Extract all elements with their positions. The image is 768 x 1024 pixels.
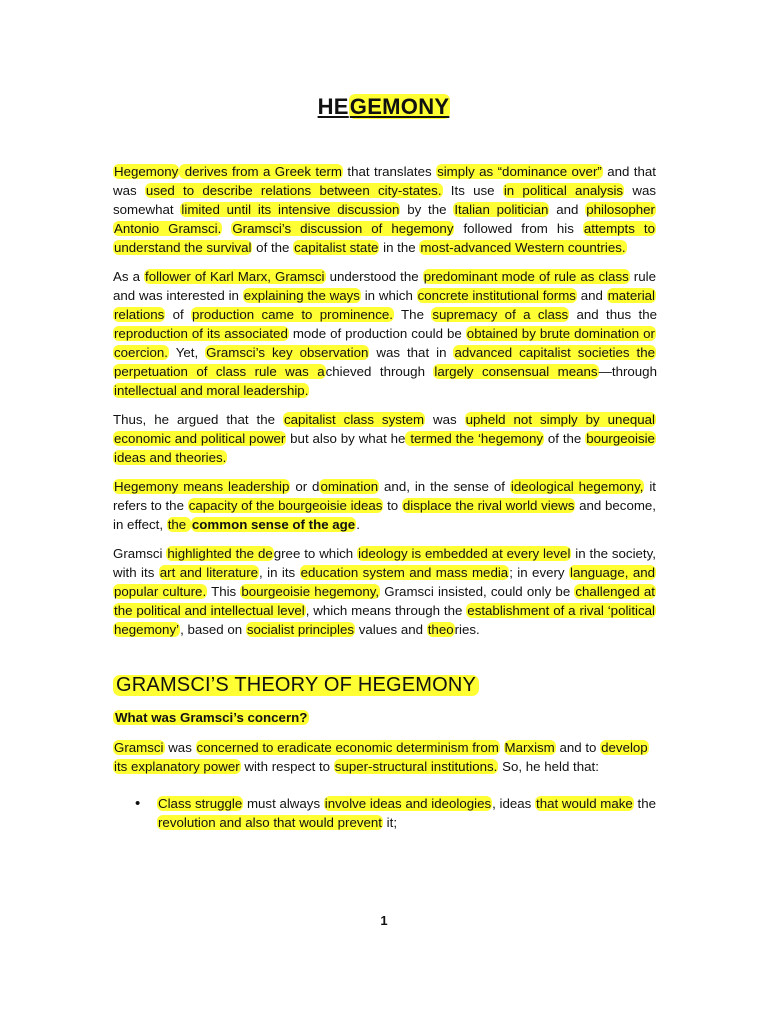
text-highlight: derives from a Greek term <box>180 164 343 179</box>
text-plain: , ideas <box>492 796 535 811</box>
text-highlight: bourgeoisie ideas and theories. <box>114 431 655 465</box>
text-plain: and that was <box>113 164 656 198</box>
text-highlight: super-structural institutions. <box>334 759 498 774</box>
text-highlight: omination <box>320 479 379 494</box>
text-plain: of the <box>544 431 586 446</box>
subsection-heading-text: What was Gramsci’s concern? <box>115 710 308 725</box>
text-highlight: limited until its intensive discussion <box>181 202 400 217</box>
paragraph-concern <box>113 738 656 776</box>
text-highlight: that would make <box>536 796 633 811</box>
text-highlight: displace the rival world views <box>402 498 575 513</box>
text-highlight: philosopher Antonio Gramsci. <box>114 202 655 236</box>
text-plain: Yet, <box>168 345 206 360</box>
text-highlight: most-advanced Western countries. <box>420 240 626 255</box>
text-plain: chieved through <box>325 364 434 379</box>
text-highlight: develop its explanatory power <box>114 740 648 774</box>
text-plain: , in its <box>259 565 300 580</box>
bullet-list <box>113 794 656 832</box>
paragraph-marx <box>113 267 656 400</box>
text-highlight: production came to prominence. <box>192 307 393 322</box>
text-plain: it; <box>382 815 398 830</box>
text-highlight: Gramsci’s discussion of hegemony <box>232 221 454 236</box>
text-highlight: the <box>167 517 190 532</box>
text-plain: to <box>383 498 402 513</box>
text-highlight: challenged at the political and intellectual level <box>114 584 655 618</box>
text-plain: This <box>207 584 241 599</box>
text-highlight: termed the ‘hegemony <box>406 431 543 446</box>
text-highlight: language, and popular culture. <box>114 565 656 599</box>
text-plain: but also by what he <box>286 431 406 446</box>
subsection-heading <box>113 708 656 727</box>
text-highlight: supremacy of a class <box>432 307 569 322</box>
text-highlight: education system and mass media <box>300 565 509 580</box>
text-plain: Thus, he argued that the <box>113 412 283 427</box>
text-highlight: obtained by brute domination or coercion. <box>114 326 655 360</box>
text-plain: and, in the sense of <box>379 479 510 494</box>
text-highlight: follower of Karl Marx, Gramsci <box>145 269 325 284</box>
text-plain: that translates <box>343 164 437 179</box>
text-plain: in the <box>379 240 420 255</box>
text-plain: in the society, with its <box>113 546 656 580</box>
text-plain: and to <box>555 740 601 755</box>
title-part-plain: HE <box>317 94 349 119</box>
text-highlight: Italian politician <box>454 202 549 217</box>
text-plain: and <box>576 288 607 303</box>
text-plain: The <box>393 307 432 322</box>
text-highlight: involve ideas and ideologies <box>324 796 492 811</box>
text-plain: followed from his <box>454 221 583 236</box>
text-plain: and become, in effect, <box>113 498 657 532</box>
paragraph-leadership <box>113 477 656 534</box>
text-plain: gree to which <box>273 546 358 561</box>
text-highlight: Marxism <box>504 740 555 755</box>
text-highlight: explaining the ways <box>243 288 360 303</box>
text-plain: ries. <box>454 622 480 637</box>
text-plain: As a <box>113 269 145 284</box>
document-body <box>113 162 656 832</box>
text-plain: and thus the <box>569 307 657 322</box>
text-plain: the <box>633 796 657 811</box>
text-highlight: capitalist class system <box>283 412 425 427</box>
text-plain: values and <box>355 622 427 637</box>
text-highlight: simply as “dominance over” <box>437 164 602 179</box>
text-plain: it refers to the <box>113 479 656 513</box>
text-plain <box>222 221 231 236</box>
text-highlight: establishment of a rival ‘political hegemony’ <box>114 603 656 637</box>
text-plain: was <box>425 412 465 427</box>
text-highlight: art and literature <box>159 565 259 580</box>
text-plain: ; in every <box>509 565 569 580</box>
text-highlight: capitalist state <box>294 240 379 255</box>
text-plain: by the <box>400 202 454 217</box>
text-plain: must always <box>243 796 324 811</box>
paragraph-class-system <box>113 410 656 467</box>
text-highlight: Class struggle <box>158 796 243 811</box>
text-plain: understood the <box>325 269 423 284</box>
text-plain: was somewhat <box>113 183 657 217</box>
title-part-highlight: GEMONY <box>349 94 450 119</box>
text-highlight: in political analysis <box>503 183 624 198</box>
text-plain: Gramsci insisted, could only be <box>380 584 575 599</box>
text-plain: —through <box>598 364 657 379</box>
text-plain: , which means through the <box>305 603 467 618</box>
text-highlight: ideological hegemony, <box>510 479 644 494</box>
text-plain: of the <box>252 240 294 255</box>
text-highlight: theo <box>427 622 454 637</box>
text-plain: , based on <box>180 622 246 637</box>
text-plain: rule and was interested in <box>113 269 656 303</box>
text-highlight: predominant mode of rule as class <box>423 269 629 284</box>
text-highlight: used to describe relations between city-states. <box>145 183 442 198</box>
text-plain: So, he held that: <box>498 759 599 774</box>
text-plain: in which <box>360 288 417 303</box>
list-item <box>137 794 656 832</box>
text-highlight: concerned to eradicate economic determinism from <box>196 740 499 755</box>
text-highlight: socialist principles <box>246 622 355 637</box>
page-title <box>0 94 768 120</box>
text-highlight: highlighted the de <box>167 546 273 561</box>
text-plain: mode of production could be <box>288 326 466 341</box>
text-highlight: capacity of the bourgeoisie ideas <box>188 498 383 513</box>
text-highlight: ideology is embedded at every level <box>358 546 571 561</box>
text-highlight: bourgeoisie hegemony, <box>241 584 380 599</box>
text-highlight: reproduction of its associated <box>114 326 288 341</box>
text-plain: was <box>164 740 196 755</box>
text-highlight: intellectual and moral leadership. <box>114 383 309 398</box>
text-highlight: revolution and also that would prevent <box>158 815 382 830</box>
text-plain: with respect to <box>240 759 334 774</box>
text-plain: Gramsci <box>113 546 167 561</box>
text-highlight: upheld not simply by unequal economic and political power <box>114 412 655 446</box>
text-highlight: largely consensual means <box>434 364 598 379</box>
text-highlight: attempts to understand the survival <box>114 221 655 255</box>
text-highlight-bold: common sense of the age <box>191 517 356 532</box>
text-plain: was that in <box>369 345 454 360</box>
paragraph-ideology <box>113 544 656 639</box>
paragraph-definition <box>113 162 656 257</box>
text-highlight: advanced capitalist societies the perpetuation of class rule was a <box>114 345 655 379</box>
text-highlight: material relations <box>114 288 655 322</box>
text-plain: or d <box>290 479 320 494</box>
page-number: 1 <box>380 913 388 928</box>
text-plain: of <box>165 307 192 322</box>
text-plain: and <box>549 202 586 217</box>
text-plain: . <box>356 517 360 532</box>
text-plain <box>500 740 504 755</box>
text-highlight: Gramsci <box>114 740 164 755</box>
text-plain: Its use <box>442 183 503 198</box>
text-highlight: Hegemony means leadership <box>114 479 290 494</box>
text-highlight: Hegemony <box>114 164 179 179</box>
text-highlight: Gramsci’s key observation <box>206 345 369 360</box>
text-highlight: concrete institutional forms <box>417 288 576 303</box>
section-heading: GRAMSCI’S THEORY OF HEGEMONY <box>113 675 479 696</box>
